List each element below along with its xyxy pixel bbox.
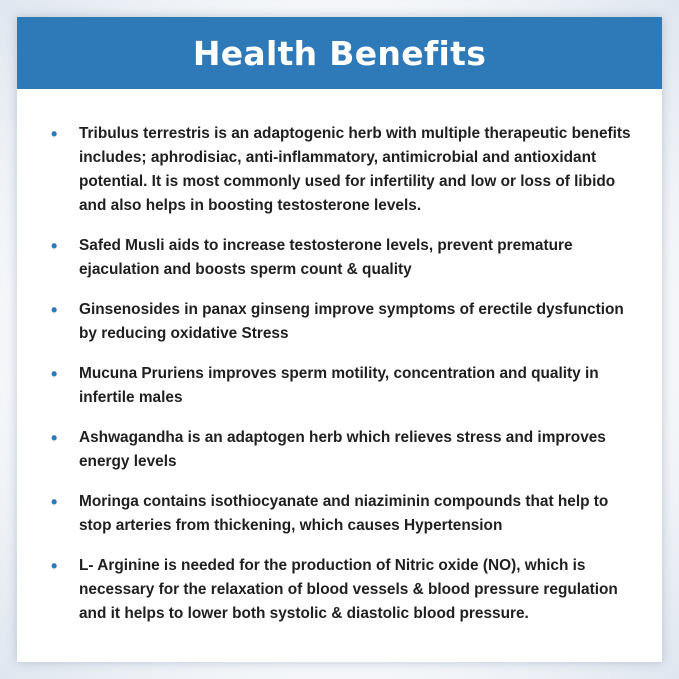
bullet-icon: • [51, 492, 58, 512]
benefit-item-ashwagandha [51, 426, 639, 474]
benefit-text: L- Arginine is needed for the production of Nitric oxide (NO), which is necessary for the relaxation of blood vessels & blood pressure regulation and it helps to lower both systolic & diastolic blood pressure. [79, 557, 618, 622]
benefit-text: Mucuna Pruriens improves sperm motility, concentration and quality in infertile males [79, 365, 599, 406]
bullet-icon: • [51, 124, 58, 144]
bullet-icon: • [51, 364, 58, 384]
benefit-item-safed-musli [51, 234, 639, 282]
bullet-icon: • [51, 236, 58, 256]
benefits-list [51, 122, 639, 642]
benefit-text: Ginsenosides in panax ginseng improve symptoms of erectile dysfunction by reducing oxidative Stress [79, 301, 624, 342]
bullet-icon: • [51, 300, 58, 320]
benefit-text: Ashwagandha is an adaptogen herb which relieves stress and improves energy levels [79, 429, 606, 470]
benefit-item-mucuna [51, 362, 639, 410]
benefits-card [17, 17, 662, 662]
benefit-text: Safed Musli aids to increase testosterone levels, prevent premature ejaculation and boosts sperm count & quality [79, 237, 573, 278]
bullet-icon: • [51, 428, 58, 448]
header-banner [17, 17, 662, 89]
benefit-item-ginseng [51, 298, 639, 346]
page-title: Health Benefits [192, 33, 487, 73]
benefit-text: Tribulus terrestris is an adaptogenic herb with multiple therapeutic benefits includes; aphrodisiac, anti-inflammatory, antimicrobial and antioxidant potential. It is most commonly used for infertility and low or loss of libido and also helps in boosting testosterone levels. [79, 125, 631, 214]
benefit-item-moringa [51, 490, 639, 538]
bullet-icon: • [51, 556, 58, 576]
benefit-item-l-arginine [51, 554, 639, 626]
benefit-item-tribulus [51, 122, 639, 218]
benefit-text: Moringa contains isothiocyanate and niaziminin compounds that help to stop arteries from thickening, which causes Hypertension [79, 493, 609, 534]
